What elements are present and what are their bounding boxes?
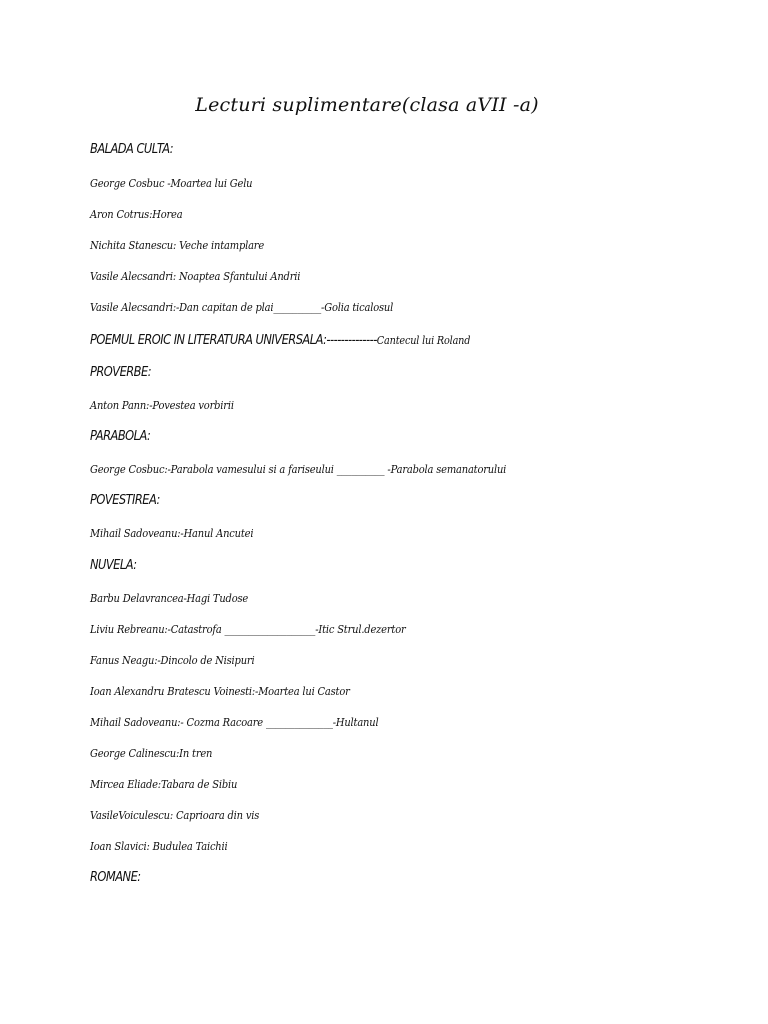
reading-entry-inline: Cantecul lui Roland [376, 334, 471, 347]
reading-entry: Aron Cotrus:Horea [90, 208, 183, 221]
reading-entry: George Cosbuc -Moartea lui Gelu [90, 177, 253, 190]
section-heading-poemul-eroic [90, 333, 470, 348]
reading-entry: Vasile Alecsandri: Noaptea Sfantului Andrii [90, 270, 301, 283]
reading-entry: George Calinescu:In tren [90, 747, 213, 760]
reading-entry: Nichita Stanescu: Veche intamplare [90, 239, 265, 252]
reading-entry: Mircea Eliade:Tabara de Sibiu [90, 778, 238, 791]
page-title: Lecturi suplimentare(clasa aVII -a) [195, 94, 539, 116]
reading-entry: VasileVoiculescu: Caprioara din vis [90, 809, 260, 822]
reading-entry: Barbu Delavrancea-Hagi Tudose [90, 592, 249, 605]
reading-entry: George Cosbuc:-Parabola vamesului si a fariseului __________ -Parabola semanatorului [90, 463, 507, 476]
section-heading-nuvela: NUVELA: [90, 558, 137, 573]
section-heading-romane: ROMANE: [90, 870, 141, 885]
section-heading-proverbe: PROVERBE: [90, 365, 152, 380]
section-heading-label: POEMUL EROIC IN LITERATURA UNIVERSALA:-------------- [90, 333, 377, 348]
reading-entry: Fanus Neagu:-Dincolo de Nisipuri [90, 654, 255, 667]
reading-entry: Ioan Slavici: Budulea Taichii [90, 840, 228, 853]
reading-entry: Anton Pann:-Povestea vorbirii [90, 399, 234, 412]
reading-entry: Vasile Alecsandri:-Dan capitan de plai__________-Golia ticalosul [90, 301, 394, 314]
section-heading-balada-culta: BALADA CULTA: [90, 142, 174, 157]
section-heading-povestirea: POVESTIREA: [90, 493, 160, 508]
reading-entry: Liviu Rebreanu:-Catastrofa ___________________-Itic Strul.dezertor [90, 623, 406, 636]
reading-entry: Mihail Sadoveanu:-Hanul Ancutei [90, 527, 254, 540]
reading-entry: Mihail Sadoveanu:- Cozma Racoare ______________-Hultanul [90, 716, 379, 729]
section-heading-parabola: PARABOLA: [90, 429, 151, 444]
reading-entry: Ioan Alexandru Bratescu Voinesti:-Moartea lui Castor [90, 685, 350, 698]
